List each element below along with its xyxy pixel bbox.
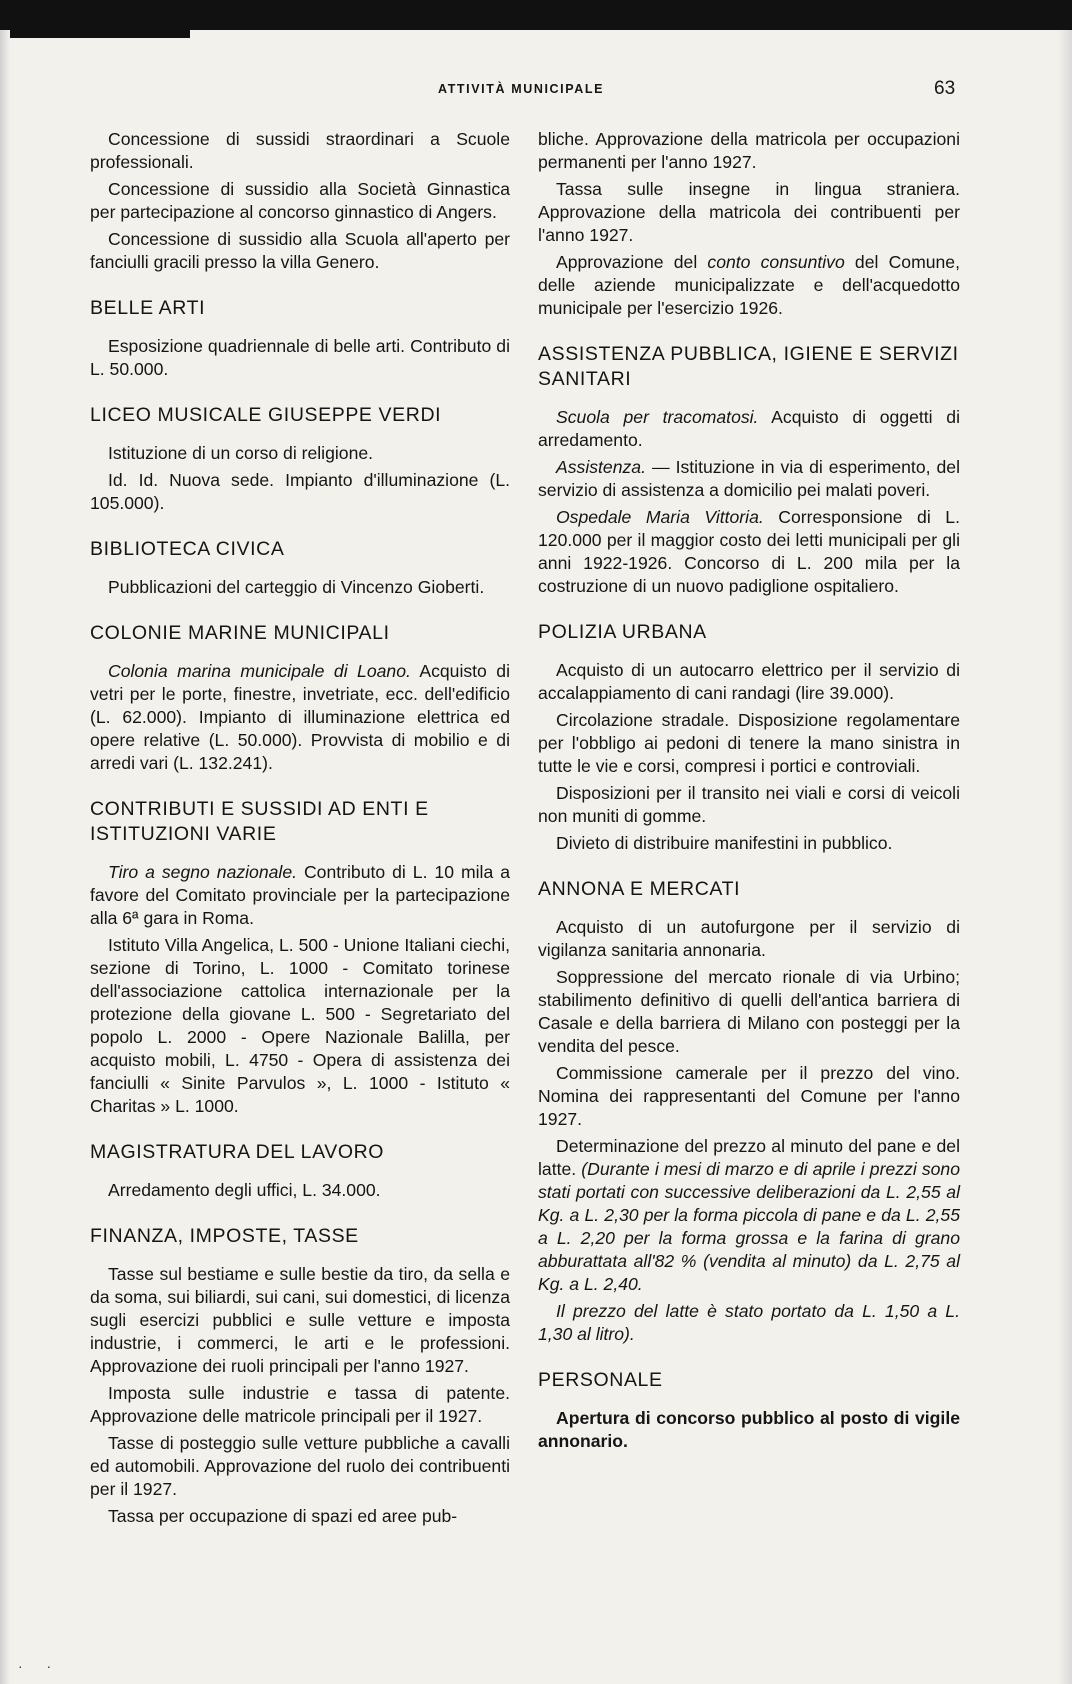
paragraph-text: Determinazione del prezzo al minuto del pane e del latte.: [538, 1136, 960, 1179]
paragraph: Tasse sul bestiame e sulle bestie da tiro, da sella e da soma, sui biliardi, sui cani, sui domestici, di licenza sugli esercizi pubblici e sulle vetture e imposta industrie, i commerci, le arti e le professioni. Approvazione dei ruoli principali per l'anno 1927.: [90, 1264, 510, 1376]
left-column: [90, 128, 510, 1532]
paragraph-text: Contributo di L. 10 mila a favore del Comitato provinciale per la partecipazione alla 6ª gara in Roma.: [90, 862, 510, 928]
paragraph: Divieto di distribuire manifestini in pubblico.: [556, 833, 893, 853]
scan-top-border: [0, 0, 1072, 30]
section-heading: FINANZA, IMPOSTE, TASSE: [90, 1225, 359, 1247]
paragraph: Concessione di sussidi straordinari a Scuole professionali.: [90, 129, 510, 172]
paragraph: Concessione di sussidio alla Società Ginnastica per partecipazione al concorso ginnastico di Angers.: [90, 179, 510, 222]
paragraph: Esposizione quadriennale di belle arti. Contributo di L. 50.000.: [90, 336, 510, 379]
paragraph-text: del Comune, delle aziende municipalizzate e dell'acquedotto municipale per l'esercizio 1926.: [538, 252, 960, 318]
paragraph: Commissione camerale per il prezzo del vino. Nomina dei rappresentanti del Comune per l'anno 1927.: [538, 1063, 960, 1129]
paragraph: Pubblicazioni del carteggio di Vincenzo Gioberti.: [108, 577, 485, 597]
paragraph: Istituzione di un corso di religione.: [108, 443, 374, 463]
section-heading: ANNONA E MERCATI: [538, 878, 741, 900]
paragraph: [538, 506, 960, 598]
paragraph: [538, 456, 960, 502]
paragraph-text: Corresponsione di L. 120.000 per il maggior costo dei letti municipali per gli anni 1922-1926. Concorso di L. 200 mila per la costruzione di un nuovo padiglione ospitaliero.: [538, 507, 960, 596]
section-heading: LICEO MUSICALE GIUSEPPE VERDI: [90, 404, 442, 426]
section-heading: ASSISTENZA PUBBLICA, IGIENE E SERVIZI SANITARI: [538, 343, 959, 390]
paragraph: [538, 251, 960, 320]
paragraph: Disposizioni per il transito nei viali e corsi di veicoli non muniti di gomme.: [538, 783, 960, 826]
paragraph: Istituto Villa Angelica, L. 500 - Unione Italiani ciechi, sezione di Torino, L. 1000 - Comitato torinese dell'associazione cattolica internazionale per la protezione della giovane L. 500 - Segretariato del popolo L. 2000 - Opere Nazionale Balilla, per acquisto mobili, L. 4750 - Opera di assistenza dei fanciulli « Sinite Parvulos », L. 1000 - Istituto « Charitas » L. 1000.: [90, 935, 510, 1116]
paragraph-italic: (Durante i mesi di marzo e di aprile i prezzi sono stati portati con successive deliberazioni da L. 2,55 al Kg. a L. 2,30 per la forma piccola di pane e da L. 2,55 a L. 2,20 per la forma grossa e la farina di grano abburattata all'82 % (vendita al minuto) da L. 2,75 al Kg. a L. 2,40.: [538, 1159, 960, 1294]
scan-speck: · ·: [18, 1658, 62, 1674]
paragraph: Imposta sulle industrie e tassa di patente. Approvazione delle matricole principali per il 1927.: [90, 1383, 510, 1426]
section-heading: BELLE ARTI: [90, 297, 206, 319]
paragraph: Tassa per occupazione di spazi ed aree pub-: [108, 1506, 458, 1526]
paragraph: [90, 660, 510, 775]
paragraph: Arredamento degli uffici, L. 34.000.: [108, 1180, 381, 1200]
paragraph: [538, 406, 960, 452]
paragraph: Apertura di concorso pubblico al posto di vigile annonario.: [538, 1408, 960, 1451]
paragraph-text: Acquisto di oggetti di arredamento.: [538, 407, 960, 450]
scan-right-edge: [1058, 30, 1072, 1684]
paragraph: Circolazione stradale. Disposizione regolamentare per l'obbligo ai pedoni di tenere la mano sinistra in tutte le vie e corsi, compresi i portici e controviali.: [538, 710, 960, 776]
page-number: 63: [934, 78, 956, 99]
running-head-title: ATTIVITÀ MUNICIPALE: [438, 82, 605, 96]
paragraph: Soppressione del mercato rionale di via Urbino; stabilimento definitivo di quelli dell'antica barriera di Casale e della barriera di Milano con posteggi per la vendita del pesce.: [538, 967, 960, 1056]
section-heading: POLIZIA URBANA: [538, 621, 707, 643]
paragraph: Tassa sulle insegne in lingua straniera. Approvazione della matricola dei contribuenti per l'anno 1927.: [538, 179, 960, 245]
paragraph-lead: Tiro a segno nazionale.: [108, 862, 297, 882]
paragraph: bliche. Approvazione della matricola per occupazioni permanenti per l'anno 1927.: [538, 129, 960, 172]
section-heading: PERSONALE: [538, 1369, 663, 1391]
right-column: [538, 128, 960, 1457]
paragraph: Acquisto di un autocarro elettrico per il servizio di accalappiamento di cani randagi (lire 39.000).: [538, 660, 960, 703]
paragraph-lead: Colonia marina municipale di Loano.: [108, 661, 411, 681]
paragraph-lead: Assistenza.: [556, 457, 646, 477]
paragraph: [538, 1135, 960, 1296]
scan-top-notch: [0, 0, 190, 38]
section-heading: BIBLIOTECA CIVICA: [90, 538, 285, 560]
section-heading: COLONIE MARINE MUNICIPALI: [90, 622, 390, 644]
paragraph: [90, 861, 510, 930]
paragraph-text: — Istituzione in via di esperimento, del servizio di assistenza a domicilio pei malati poveri.: [538, 457, 960, 500]
paragraph-italic: conto consuntivo: [707, 252, 845, 272]
paragraph: Id. Id. Nuova sede. Impianto d'illuminazione (L. 105.000).: [90, 470, 510, 513]
paragraph-lead: Ospedale Maria Vittoria.: [556, 507, 764, 527]
section-heading: CONTRIBUTI E SUSSIDI AD ENTI E ISTITUZIONI VARIE: [90, 798, 429, 845]
scan-left-edge: [0, 30, 10, 1684]
paragraph-lead: Scuola per tracomatosi.: [556, 407, 759, 427]
paragraph: Il prezzo del latte è stato portato da L. 1,50 a L. 1,30 al litro).: [538, 1301, 960, 1344]
running-head: [0, 78, 1072, 102]
paragraph: Tasse di posteggio sulle vetture pubbliche a cavalli ed automobili. Approvazione del ruolo dei contribuenti per il 1927.: [90, 1433, 510, 1499]
paragraph: Acquisto di un autofurgone per il servizio di vigilanza sanitaria annonaria.: [538, 917, 960, 960]
section-heading: MAGISTRATURA DEL LAVORO: [90, 1141, 385, 1163]
paragraph: Concessione di sussidio alla Scuola all'aperto per fanciulli gracili presso la villa Genero.: [90, 229, 510, 272]
paragraph-text: Acquisto di vetri per le porte, finestre, invetriate, ecc. dell'edificio (L. 62.000). Impianto di illuminazione elettrica ed opere relative (L. 50.000). Provvista di mobilio e di arredi vari (L. 132.241).: [90, 661, 510, 773]
paragraph-text: Approvazione del: [556, 252, 708, 272]
